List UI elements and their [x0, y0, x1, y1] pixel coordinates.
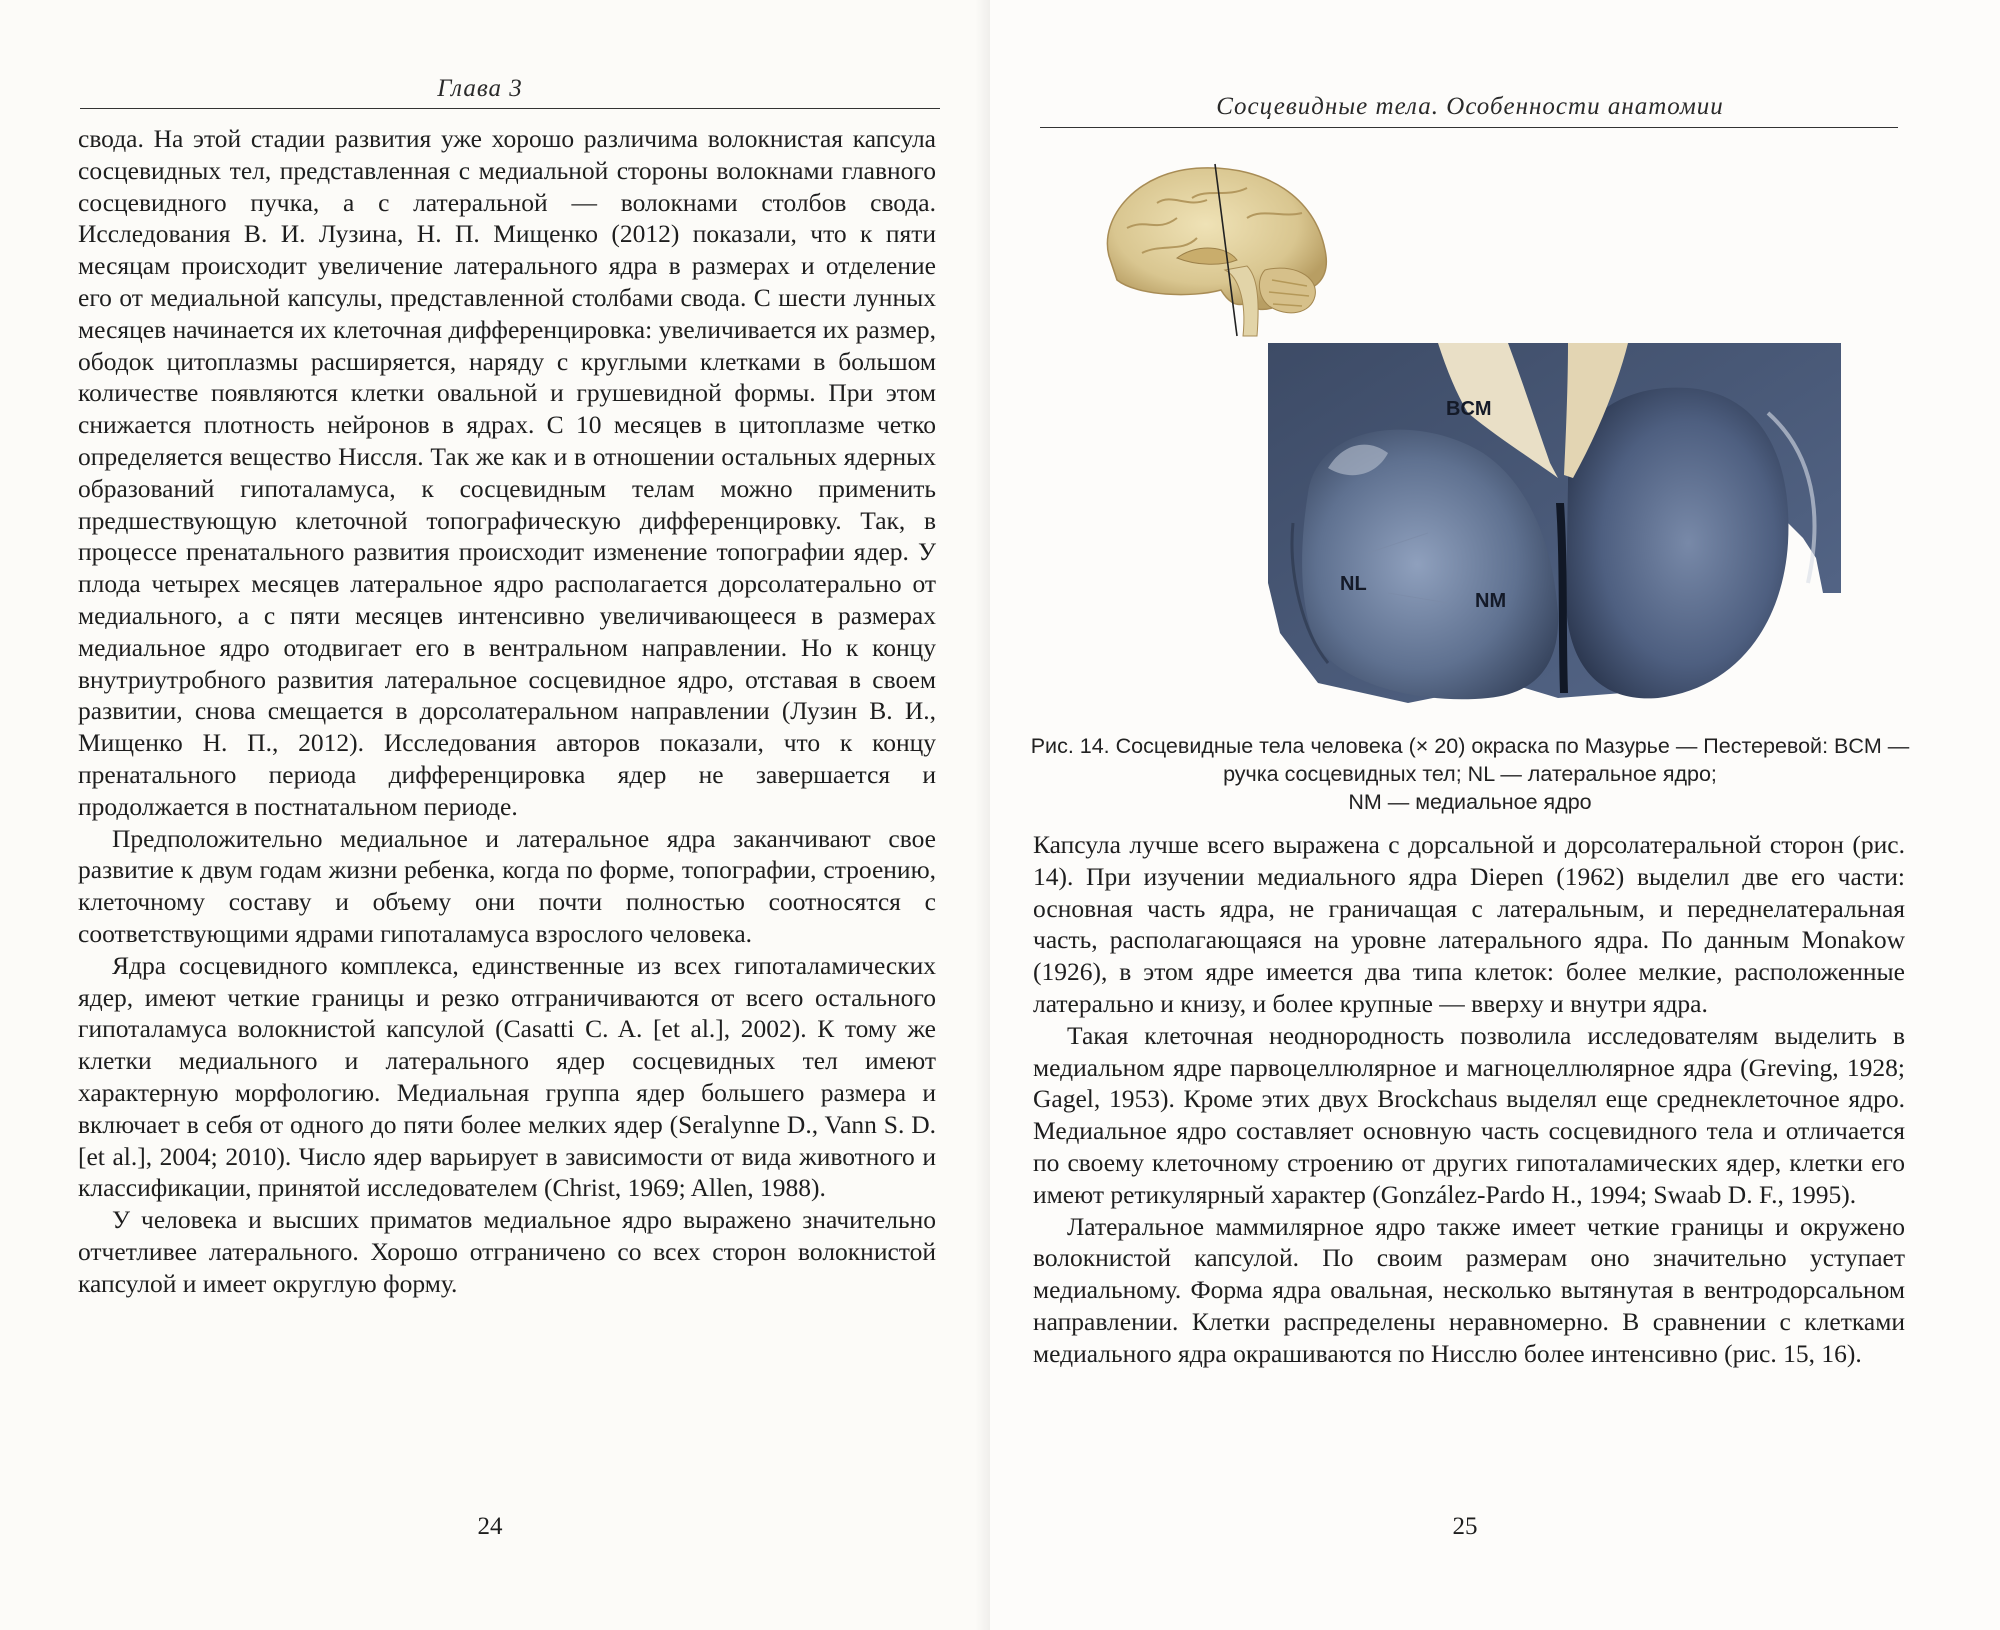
figure-caption [1030, 732, 1910, 816]
label-bcm: BCM [1446, 398, 1492, 420]
left-head-rule [80, 108, 940, 109]
left-running-head: Глава 3 [437, 75, 523, 102]
label-nl: NL [1340, 573, 1367, 595]
right-page-number: 25 [1452, 1513, 1478, 1540]
label-nm: NM [1475, 590, 1507, 612]
left-body-text [78, 123, 936, 1299]
right-body-text [1033, 829, 1905, 1370]
right-running-head: Сосцевидные тела. Особенности анатомии [1216, 93, 1724, 120]
paragraph: Ядра сосцевидного комплекса, единственные из всех гипоталамических ядер, имеют четкие границы и резко отграничиваются от всего остального гипоталамуса волокнистой капсулой (Casatti C. A. [et al.], 2002). К тому же клетки медиального и латерального ядер сосцевидных тел имеют характерную морфологию. Медиальная группа ядер большего размера и включает в себя от одного до пяти более мелких ядер (Seralynne D., Vann S. D. [et al.], 2004; 2010). Число ядер варьирует в зависимости от вида животного и классификации, принятой исследователем (Christ, 1969; Allen, 1988). [78, 950, 936, 1203]
paragraph: Предположительно медиальное и латеральное ядра заканчивают свое развитие к двум годам жизни ребенка, когда по форме, топографии, строению, клеточному составу и объему они почти полностью соотносятся с соответствующими ядрами гипоталамуса взрослого человека. [78, 823, 936, 948]
right-head-rule [1040, 127, 1898, 128]
paragraph: У человека и высших приматов медиальное ядро выражено значительно отчетливее латерального. Хорошо отграничено со всех сторон волокнистой капсулой и имеет округлую форму. [78, 1205, 936, 1298]
caption-line: Рис. 14. Сосцевидные тела человека (× 20) окраска по Мазурье — Пестеревой: BCM — ручка сосцевидных тел; NL — латеральное ядро; [1030, 734, 1910, 786]
paragraph: Такая клеточная неоднородность позволила исследователям выделить в медиальном ядре парвоцеллюлярное и магноцеллюлярное ядра (Greving, 1928; Gagel, 1953). Кроме этих двух Brockchaus выделял еще среднеклеточное ядро. Медиальное ядро составляет основную часть сосцевидного тела и отличается по своему клеточному строению от других гипоталамических ядер, клетки его имеют ретикулярный характер (González-Pardo H., 1994; Swaab D. F., 1995). [1033, 1020, 1905, 1209]
caption-line: NM — медиальное ядро [1348, 790, 1592, 814]
brain-sagittal-image [1097, 158, 1337, 338]
mammillary-bodies-micrograph [1268, 343, 1841, 713]
paragraph: свода. На этой стадии развития уже хорошо различима волокнистая капсула сосцевидных тел, представленная с медиальной стороны волокнами главного сосцевидного пучка, а с латеральной — волокнами столбов свода. Исследования В. И. Лузина, Н. П. Мищенко (2012) показали, что к пяти месяцам происходит увеличение латерального ядра в размерах и отделение его от медиальной капсулы, представленной столбами свода. С шести лунных месяцев начинается их клеточная дифференцировка: увеличивается их размер, ободок цитоплазмы расширяется, наряду с круглыми клетками в большом количестве появляются клетки овальной и грушевидной формы. При этом снижается плотность нейронов в ядрах. С 10 месяцев в цитоплазме четко определяется вещество Ниссля. Так же как и в отношении остальных ядерных образований гипоталамуса, к сосцевидным телам можно применить предшествующую клеточной топографическую дифференцировку. Так, в процессе пренатального развития происходит изменение топографии ядер. У плода четырех месяцев латеральное ядро располагается дорсолатерально от медиального, а с пяти месяцев интенсивно увеличивающееся в размерах медиальное ядро отодвигает его в вентральном направлении. Но к концу внутриутробного развития латеральное сосцевидное ядро, отставая в своем развитии, снова смещается в дорсолатеральном направлении (Лузин В. И., Мищенко Н. П., 2012). Исследования авторов показали, что к концу пренатального периода дифференцировка ядер не завершается и продолжается в постнатальном периоде. [78, 124, 936, 821]
left-page-number: 24 [477, 1513, 503, 1540]
paragraph: Латеральное маммилярное ядро также имеет четкие границы и окружено волокнистой капсулой. По своим размерам оно значительно уступает медиальному. Форма ядра овальная, несколько вытянутая в вентродорсальном направлении. Клетки распределены неравномерно. В сравнении с клетками медиального ядра окрашиваются по Нисслю более интенсивно (рис. 15, 16). [1033, 1211, 1905, 1368]
paragraph: Капсула лучше всего выражена с дорсальной и дорсолатеральной сторон (рис. 14). При изучении медиального ядра Diepen (1962) выделил две его части: основная часть ядра, не граничащая с латеральным, и переднелатеральная часть, располагающаяся на уровне латерального ядра. По данным Monakow (1926), в этом ядре имеется два типа клеток: более мелкие, расположенные латерально и книзу, и более крупные — вверху и внутри ядра. [1033, 830, 1905, 1018]
